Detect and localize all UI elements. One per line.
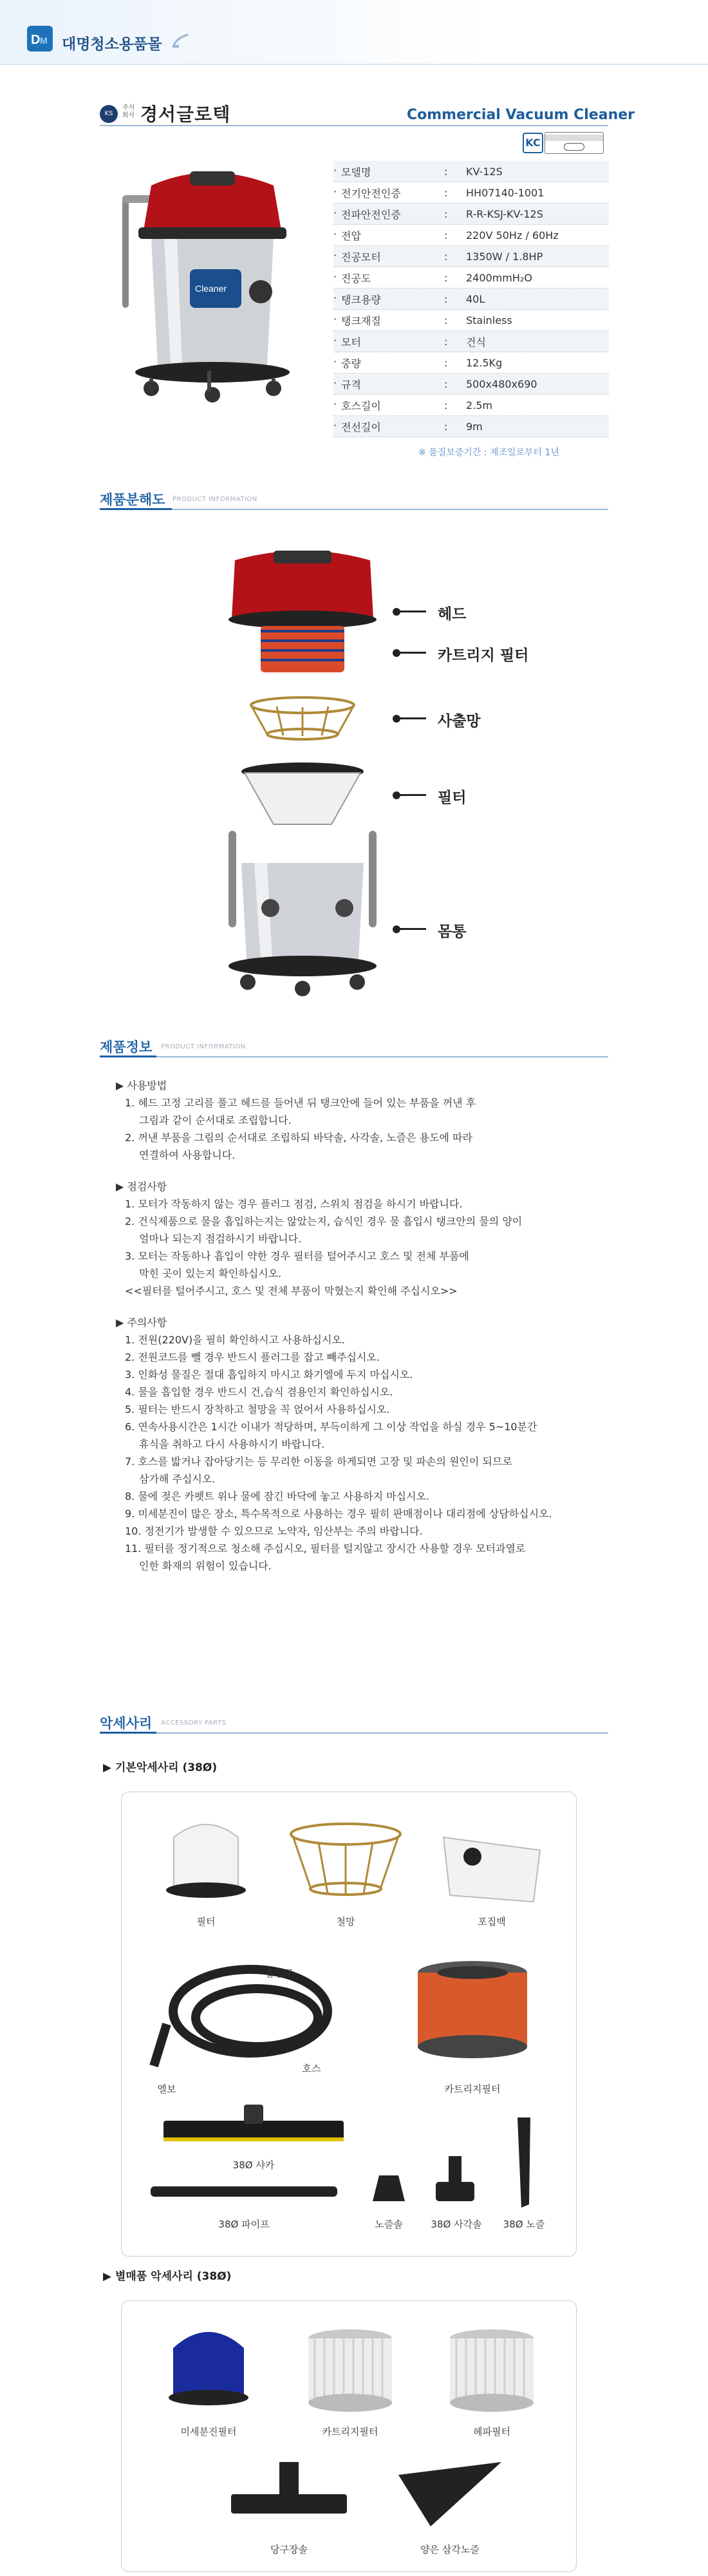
cartridge-filter-image	[411, 1956, 534, 2066]
spec-separator: :	[444, 420, 448, 433]
spec-label: · 전선길이	[333, 419, 444, 434]
accessory-label: 철망	[336, 1916, 355, 1927]
leader-line	[398, 652, 426, 654]
section-subtitle-info: PRODUCT INFORMATION	[161, 1043, 246, 1050]
spec-value: 2400mmH₂O	[466, 271, 532, 284]
spec-row	[333, 246, 609, 267]
accessory-label: 엘보	[157, 2083, 176, 2095]
extra-accessories-box	[121, 2300, 577, 2572]
accessory-label: 양은 삼각노즐	[420, 2544, 480, 2555]
accessory-label: 38Ø 파이프	[218, 2219, 270, 2230]
spec-label: · 전기안전인증	[333, 185, 444, 200]
leader-line	[398, 611, 426, 612]
dust-bag-image	[437, 1824, 546, 1908]
spec-separator: :	[444, 356, 448, 369]
spec-row	[333, 310, 609, 331]
part-label-mesh: 사출망	[438, 713, 481, 730]
extra-accessories-heading: ▶ 별매품 악세사리 (38Ø)	[103, 2270, 232, 2283]
part-label-head: 헤드	[438, 606, 467, 623]
usage-heading: ▶ 사용방법	[116, 1079, 167, 1092]
accessory-label: 호스	[302, 2063, 321, 2074]
spec-value: 9m	[466, 420, 483, 433]
brand-company-type: 주식회사	[122, 104, 135, 119]
svg-text:Cleaner: Cleaner	[195, 283, 227, 294]
spec-row	[333, 204, 609, 225]
spec-row	[333, 161, 609, 182]
info-line: 7. 호스를 밟거나 잡아당기는 등 무리한 이동을 하게되면 고장 및 파손의 원인이 되므로	[125, 1455, 512, 1468]
spec-separator: :	[444, 271, 448, 284]
info-line: 11. 필터를 정기적으로 청소해 주십시오, 필터를 털지않고 장시간 사용할 경우 모터과열로	[125, 1542, 526, 1555]
spec-separator: :	[444, 377, 448, 390]
section-title-info: 제품정보	[100, 1039, 153, 1055]
section-rule	[100, 1056, 608, 1057]
section-rule	[100, 1732, 608, 1734]
basic-accessories-box	[121, 1792, 577, 2257]
header-rule	[0, 64, 708, 65]
accessory-label: 38Ø 사각솔	[431, 2219, 482, 2230]
square-brush-image	[429, 2153, 481, 2211]
part-label-cartridge-filter: 카트리지 필터	[438, 647, 529, 664]
crevice-nozzle-image	[505, 2114, 543, 2211]
spec-label: · 중량	[333, 355, 444, 370]
spec-separator: :	[444, 186, 448, 199]
spec-separator: :	[444, 335, 448, 348]
section-title-accessories: 악세사리	[100, 1716, 153, 1731]
certification-badge-icon	[545, 132, 604, 154]
mesh-image	[288, 1818, 404, 1902]
spec-value: KV-12S	[466, 165, 503, 178]
info-line: 2. 전원코드를 뺄 경우 반드시 플러그를 잡고 빼주십시오.	[125, 1351, 380, 1363]
accessory-label: 당구장솔	[270, 2544, 308, 2555]
pipe-image	[147, 2179, 340, 2204]
brand-rule	[100, 125, 608, 126]
spec-row	[333, 182, 609, 204]
mop-icon	[171, 31, 191, 49]
nozzle-brush-image	[366, 2166, 411, 2211]
info-line: 그림과 같이 순서대로 조립합니다.	[139, 1114, 292, 1126]
info-line: 10. 정전기가 발생할 수 있으므로 노약자, 임산부는 주의 바랍니다.	[125, 1525, 423, 1537]
info-line: 인한 화재의 위험이 있습니다.	[139, 1560, 272, 1572]
info-line: 1. 모터가 작동하지 않는 경우 플러그 점검, 스위치 점검을 하시기 바랍니다.	[125, 1198, 463, 1210]
info-line: 막힌 곳이 있는지 확인하십시오.	[139, 1267, 282, 1280]
fine-dust-filter-image	[160, 2319, 257, 2416]
info-line: 휴식을 취하고 다시 사용하시기 바랍니다.	[139, 1438, 325, 1450]
spec-row	[333, 289, 609, 310]
spec-row	[333, 267, 609, 289]
basic-accessories-heading: ▶ 기본악세사리 (38Ø)	[103, 1761, 218, 1774]
spec-label: · 규격	[333, 377, 444, 392]
accessory-label: 미세분진필터	[180, 2426, 237, 2438]
accessory-label: 필터	[196, 1916, 216, 1927]
accessory-label: 헤파필터	[473, 2426, 510, 2438]
spec-label: · 진공도	[333, 270, 444, 285]
section-rule-accent	[100, 1732, 156, 1734]
spec-separator: :	[444, 207, 448, 220]
info-line: 4. 물을 흡입할 경우 반드시 건,습식 겸용인지 확인하십시오.	[125, 1386, 393, 1398]
info-line: <<필터를 털어주시고, 호스 및 전체 부품이 막혔는지 확인해 주십시오>>	[125, 1285, 458, 1297]
accessory-label: 38Ø 노즐	[503, 2219, 545, 2230]
floor-brush-image	[160, 2101, 347, 2153]
spec-table	[333, 161, 609, 437]
info-line: 2. 건식제품으로 물을 흡입하는지는 않았는지, 습식인 경우 물 흡입시 탱크안의 물의 양이	[125, 1215, 523, 1227]
check-heading: ▶ 점검사항	[116, 1180, 167, 1193]
section-title-parts: 제품분해도	[100, 492, 165, 507]
info-line: 1. 전원(220V)을 필히 확인하시고 사용하십시오.	[125, 1334, 345, 1346]
info-line: 2. 꺼낸 부품을 그림의 순서대로 조립하되 바닥솔, 사각솔, 노즐은 용도에 따라	[125, 1132, 472, 1144]
brand-name: 경서글로텍	[140, 104, 231, 125]
section-rule	[100, 509, 608, 510]
spec-value: Stainless	[466, 314, 512, 327]
product-line: Commercial Vacuum Cleaner	[407, 107, 635, 123]
spec-row	[333, 331, 609, 352]
store-title[interactable]: 대명청소용품몰	[62, 36, 162, 53]
spec-value: 40L	[466, 292, 485, 305]
spec-label: · 전파안전인증	[333, 207, 444, 222]
brand-logo-icon: KS	[100, 105, 118, 123]
info-line: 8. 물에 젖은 카펫트 위나 물에 잠긴 바닥에 놓고 사용하지 마십시오.	[125, 1490, 430, 1502]
leader-line	[398, 928, 426, 930]
warranty-note: ※ 품질보증기간 : 제조일로부터 1년	[418, 448, 559, 458]
spec-separator: :	[444, 292, 448, 305]
top-banner	[0, 0, 708, 64]
section-rule-accent	[100, 1056, 156, 1057]
spec-value: 건식	[466, 336, 486, 348]
accessory-label: 흡입구	[265, 1967, 293, 1979]
hepa-filter-image	[443, 2325, 540, 2416]
section-subtitle-parts: PRODUCT INFORMATION	[172, 496, 257, 503]
spec-separator: :	[444, 250, 448, 263]
spec-label: · 모델명	[333, 164, 444, 179]
spec-value: 12.5Kg	[466, 356, 503, 369]
spec-row	[333, 395, 609, 416]
spec-value: 2.5m	[466, 399, 493, 412]
product-info-text	[116, 1077, 618, 1575]
spec-label: · 전압	[333, 228, 444, 243]
caution-heading: ▶ 주의사항	[116, 1316, 167, 1329]
leader-line	[398, 794, 426, 796]
info-line: 9. 미세분진이 많은 장소, 특수목적으로 사용하는 경우 필히 판매점이나 대리점에 상담하십시오.	[125, 1508, 552, 1520]
spec-separator: :	[444, 165, 448, 178]
spec-label: · 모터	[333, 334, 444, 349]
leader-line	[398, 717, 426, 719]
svg-text:M: M	[40, 35, 48, 46]
triangle-nozzle-image	[392, 2456, 508, 2533]
cartridge-filter-extra-image	[302, 2325, 398, 2416]
spec-value: 220V 50Hz / 60Hz	[466, 229, 559, 242]
spec-separator: :	[444, 229, 448, 242]
info-line: 1. 헤드 고정 고리를 풀고 헤드를 들어낸 뒤 탱크안에 들어 있는 부품을 꺼낸 후	[125, 1097, 476, 1109]
exploded-view-image	[222, 547, 383, 998]
info-line: 얼마나 되는지 점검하시기 바랍니다.	[139, 1233, 302, 1245]
section-rule-accent	[100, 508, 172, 510]
info-line: 6. 연속사용시간은 1시간 이내가 적당하며, 부득이하게 그 이상 작업을 하실 경우 5~10분간	[125, 1421, 537, 1433]
spec-label: · 진공모터	[333, 249, 444, 264]
info-line: 삼가해 주십시오.	[139, 1473, 216, 1485]
store-logo-icon	[27, 26, 53, 52]
section-subtitle-accessories: ACCESSORY PARTS	[161, 1719, 227, 1727]
accessory-label: 포집백	[478, 1916, 506, 1927]
spec-label: · 탱크재질	[333, 313, 444, 328]
accessory-label: 노즐솔	[375, 2219, 403, 2230]
spec-row	[333, 352, 609, 374]
spec-separator: :	[444, 314, 448, 327]
accessory-label: 카트리지필터	[444, 2083, 501, 2095]
accessory-label: 카트리지필터	[322, 2426, 378, 2438]
kc-mark-icon: KC	[523, 133, 543, 153]
spec-row	[333, 374, 609, 395]
svg-text:D: D	[31, 33, 41, 47]
billiard-brush-image	[225, 2459, 353, 2536]
spec-value: R-R-KSJ-KV-12S	[466, 207, 543, 220]
info-line: 연결하여 사용합니다.	[139, 1149, 236, 1161]
spec-value: 1350W / 1.8HP	[466, 250, 543, 263]
spec-value: HH07140-1001	[466, 186, 545, 199]
info-line: 5. 필터는 반드시 장착하고 철망을 꼭 얹어서 사용하십시오.	[125, 1403, 390, 1416]
spec-row	[333, 225, 609, 246]
info-line: 3. 모터는 작동하나 흡입이 약한 경우 필터를 털어주시고 호스 및 전체 부품에	[125, 1250, 469, 1262]
part-label-body: 몸통	[438, 923, 467, 940]
spec-value: 500x480x690	[466, 377, 537, 390]
spec-row	[333, 416, 609, 437]
info-line: 3. 인화성 물질은 절대 흡입하지 마시고 화기엘에 두지 마십시오.	[125, 1368, 413, 1381]
vacuum-cleaner-image	[113, 160, 312, 411]
filter-image	[158, 1812, 254, 1908]
spec-label: · 호스길이	[333, 398, 444, 413]
spec-separator: :	[444, 399, 448, 412]
spec-label: · 탱크용량	[333, 292, 444, 307]
part-label-filter: 필터	[438, 790, 467, 806]
accessory-label: 38Ø 샤카	[232, 2159, 275, 2171]
